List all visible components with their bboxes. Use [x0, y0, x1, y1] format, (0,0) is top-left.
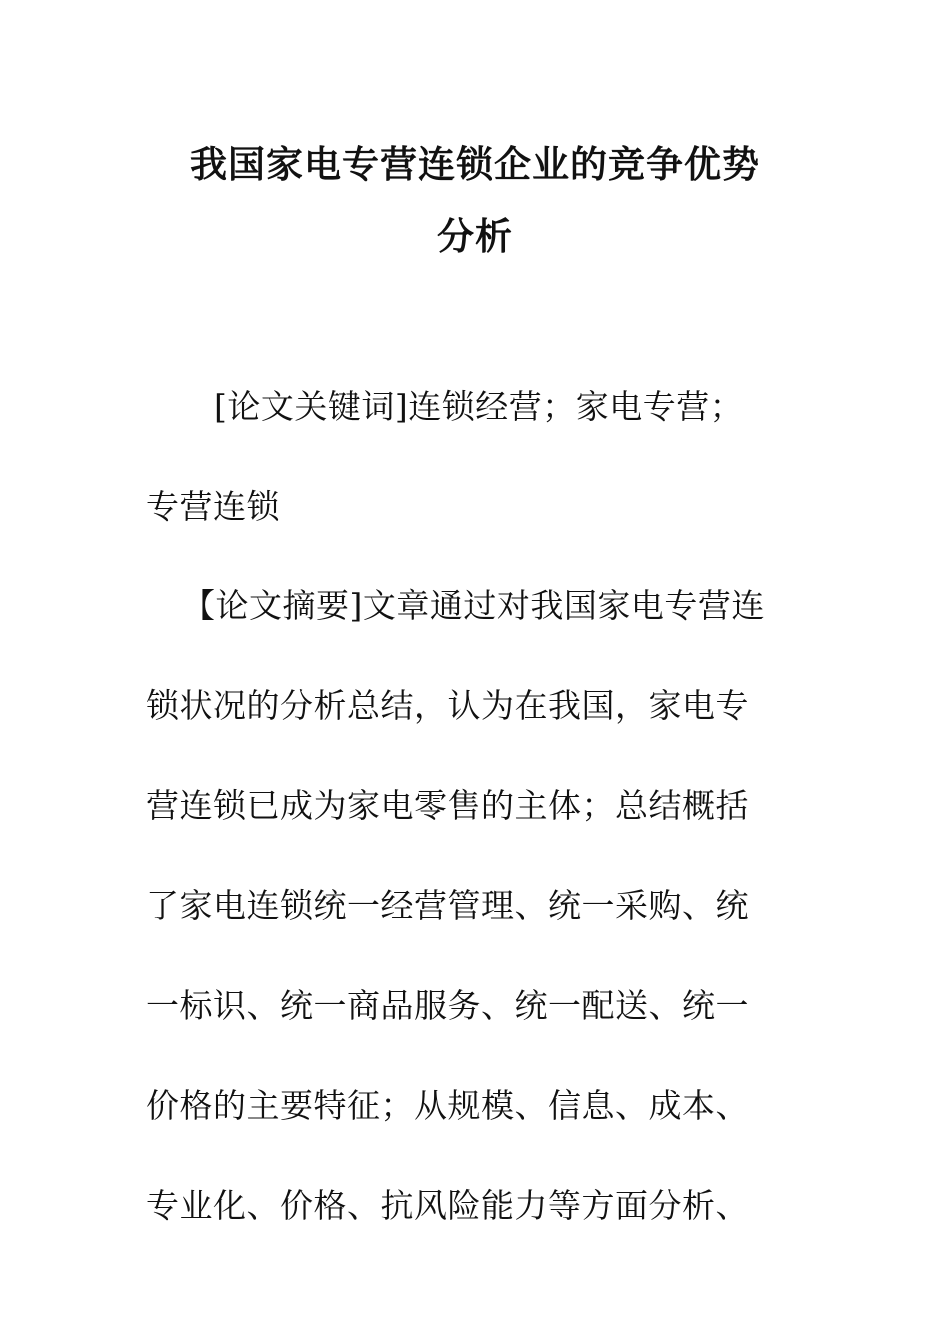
abstract-line-3: 营连锁已成为家电零售的主体；总结概括	[146, 786, 749, 825]
abstract-line-4: 了家电连锁统一经营管理、统一采购、统	[146, 886, 749, 925]
abstract-line-1: 【论文摘要]文章通过对我国家电专营连	[182, 586, 765, 625]
abstract-line-7: 专业化、价格、抗风险能力等方面分析、	[146, 1186, 749, 1225]
document-title-line-1: 我国家电专营连锁企业的竞争优势	[190, 142, 760, 186]
document-title-line-2: 分析	[437, 214, 513, 258]
abstract-line-2: 锁状况的分析总结，认为在我国，家电专	[146, 686, 749, 725]
keywords-line-1: [论文关键词]连锁经营；家电专营；	[214, 387, 744, 426]
keywords-line-2: 专营连锁	[146, 487, 280, 526]
abstract-line-6: 价格的主要特征；从规模、信息、成本、	[146, 1086, 749, 1125]
abstract-line-5: 一标识、统一商品服务、统一配送、统一	[146, 986, 749, 1025]
